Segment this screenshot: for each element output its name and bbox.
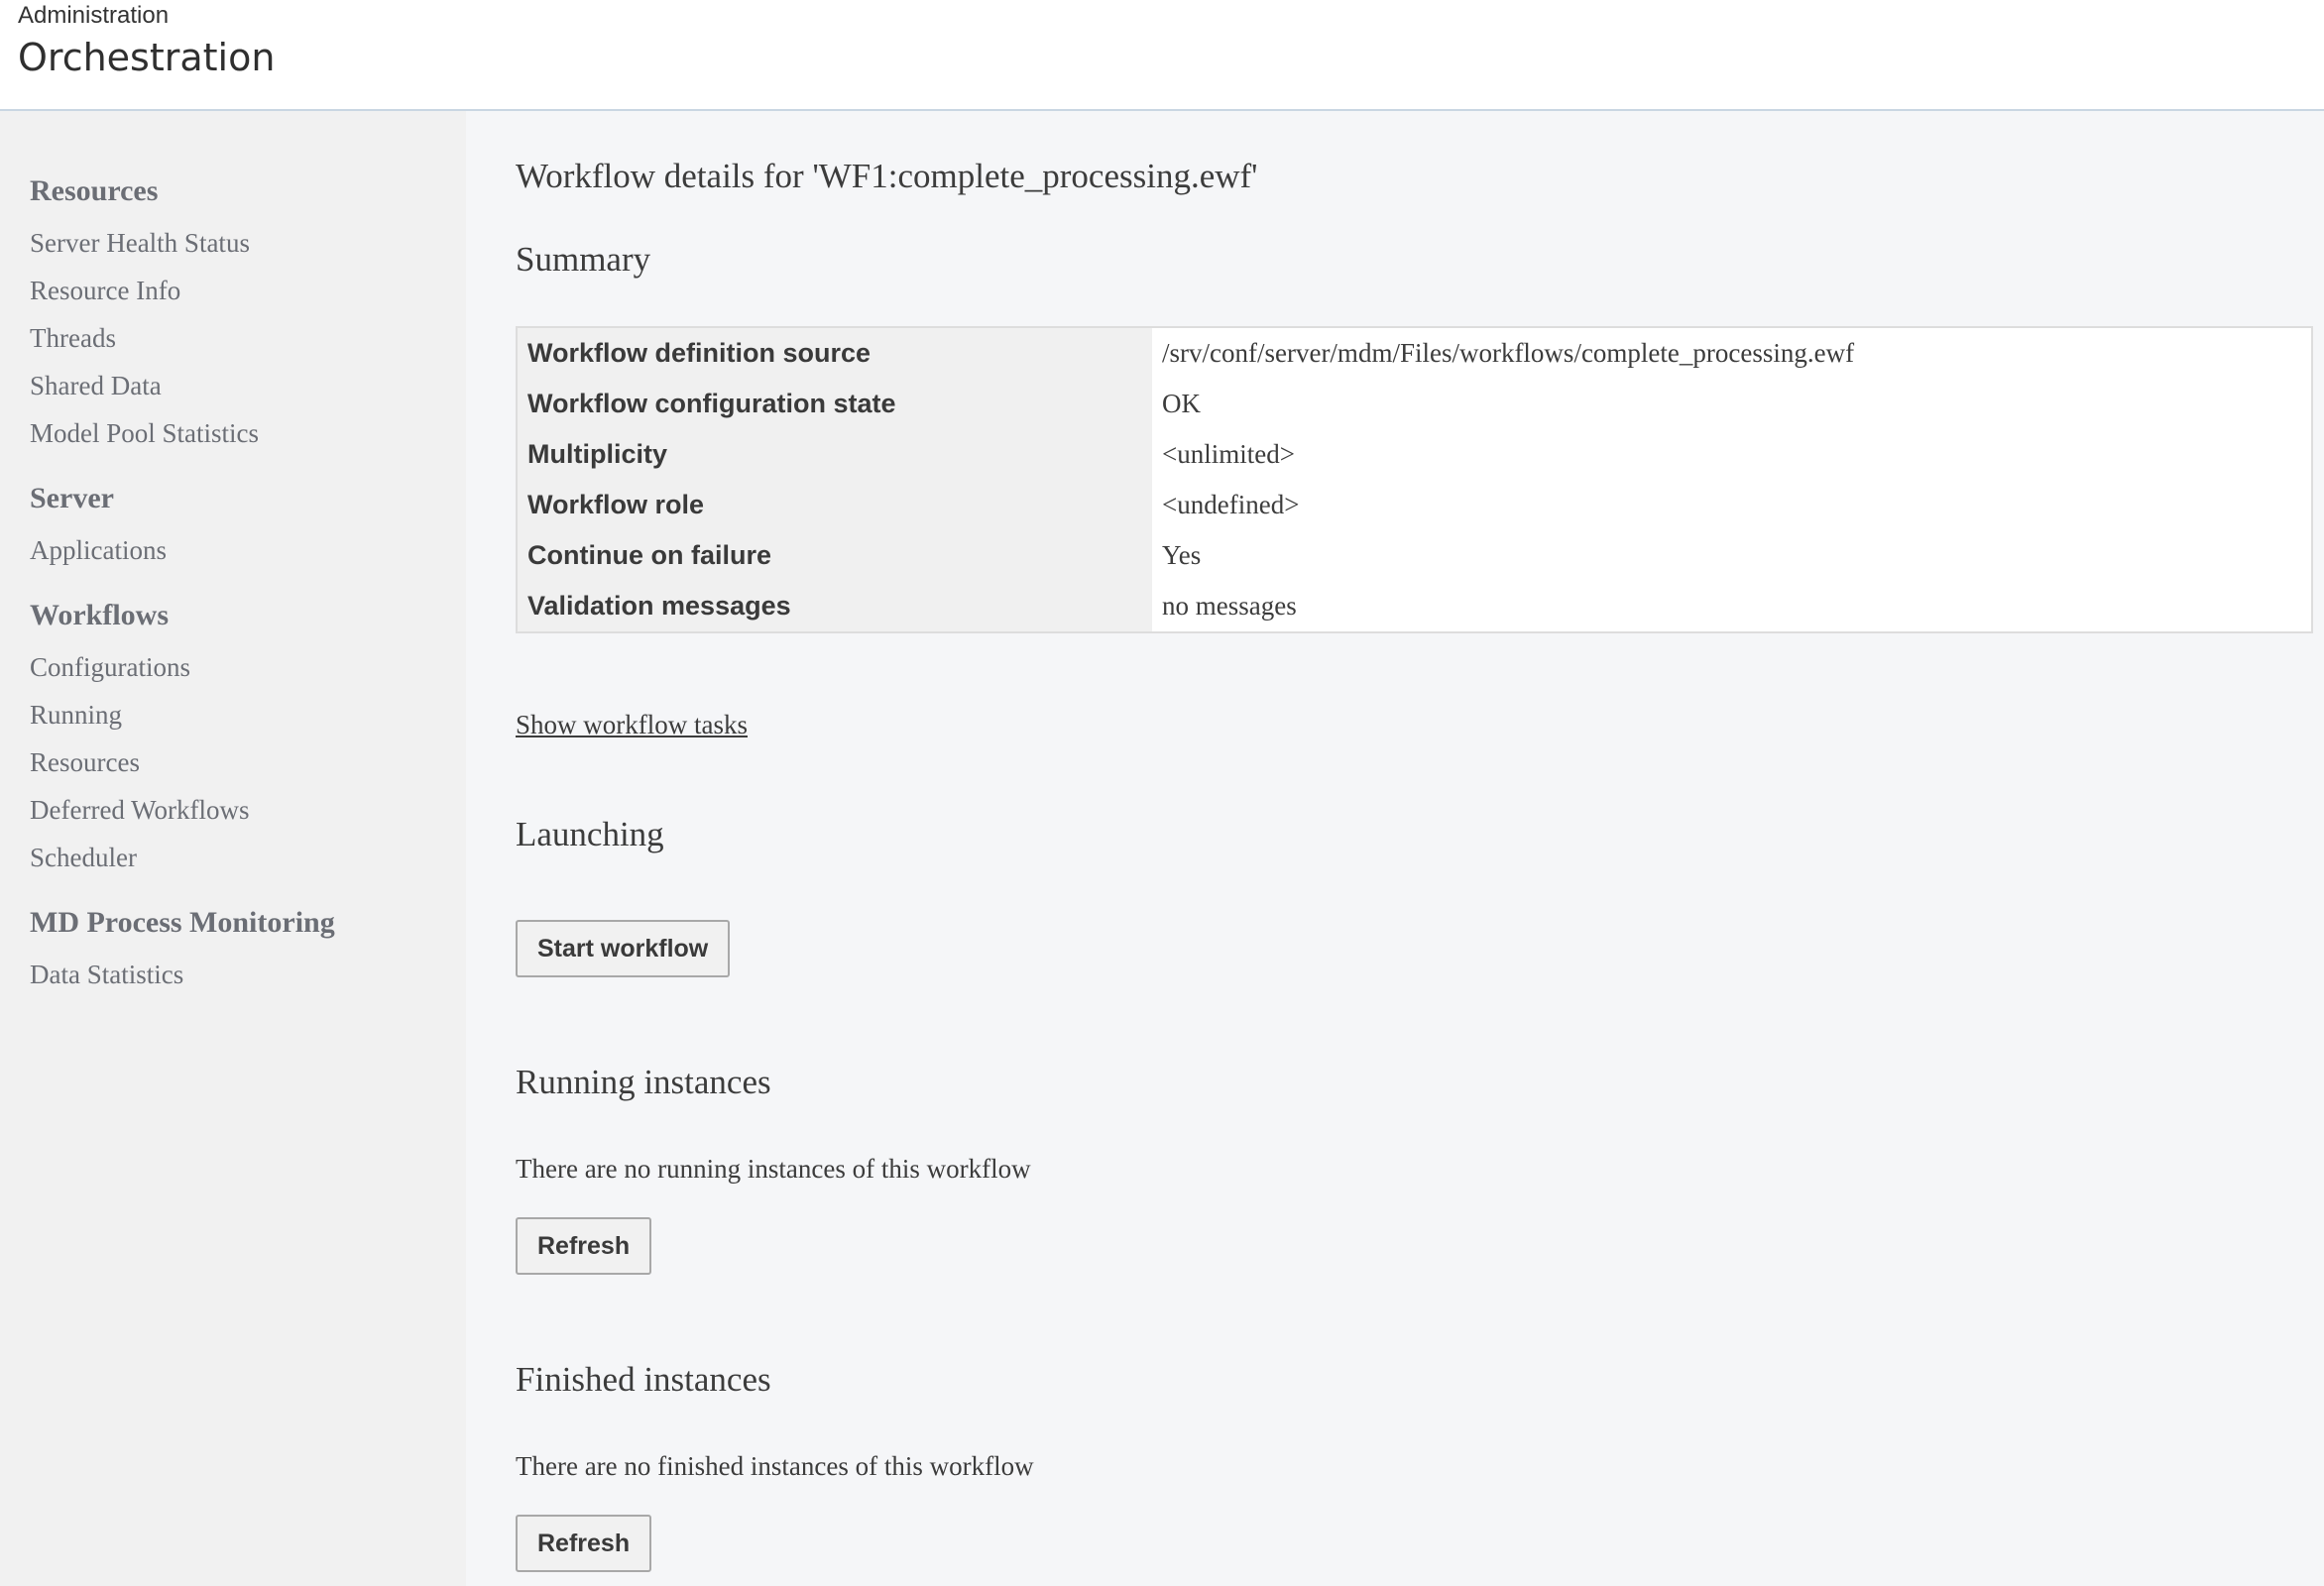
refresh-running-button[interactable]: Refresh <box>516 1217 651 1275</box>
summary-value: /srv/conf/server/mdm/Files/workflows/complete_processing.ewf <box>1152 327 2312 379</box>
table-row <box>517 480 2312 530</box>
show-workflow-tasks-link[interactable]: Show workflow tasks <box>516 710 748 739</box>
summary-key: Validation messages <box>517 581 1152 632</box>
summary-key: Workflow role <box>517 480 1152 530</box>
summary-table <box>516 326 2313 633</box>
summary-key: Workflow definition source <box>517 327 1152 379</box>
refresh-finished-button[interactable]: Refresh <box>516 1515 651 1572</box>
summary-value: no messages <box>1152 581 2312 632</box>
finished-instances-message: There are no finished instances of this workflow <box>516 1451 1034 1481</box>
summary-key: Workflow configuration state <box>517 379 1152 429</box>
finished-instances-heading: Finished instances <box>516 1360 771 1399</box>
sidebar-item-applications[interactable]: Applications <box>30 535 167 565</box>
running-instances-message: There are no running instances of this workflow <box>516 1154 1031 1184</box>
start-workflow-button[interactable]: Start workflow <box>516 920 730 977</box>
sidebar-item-deferred-workflows[interactable]: Deferred Workflows <box>30 795 250 825</box>
main-content <box>466 111 2324 1586</box>
sidebar-item-workflow-resources[interactable]: Resources <box>30 747 140 777</box>
table-row <box>517 327 2312 379</box>
summary-value: <undefined> <box>1152 480 2312 530</box>
sidebar-item-scheduler[interactable]: Scheduler <box>30 843 137 872</box>
sidebar-item-server-health-status[interactable]: Server Health Status <box>30 228 250 258</box>
sidebar-item-running[interactable]: Running <box>30 700 123 730</box>
summary-value: Yes <box>1152 530 2312 581</box>
workflow-details-title: Workflow details for 'WF1:complete_processing.ewf' <box>516 157 1258 195</box>
sidebar-item-configurations[interactable]: Configurations <box>30 652 190 682</box>
summary-value: OK <box>1152 379 2312 429</box>
sidebar-group-md-process-monitoring: MD Process Monitoring <box>30 906 335 939</box>
summary-key: Multiplicity <box>517 429 1152 480</box>
sidebar-group-resources: Resources <box>30 174 159 207</box>
sidebar-group-workflows: Workflows <box>30 599 170 631</box>
table-row <box>517 530 2312 581</box>
running-instances-heading: Running instances <box>516 1063 771 1101</box>
summary-heading: Summary <box>516 240 651 279</box>
table-row <box>517 429 2312 480</box>
sidebar-item-data-statistics[interactable]: Data Statistics <box>30 960 184 989</box>
table-row <box>517 379 2312 429</box>
sidebar-item-resource-info[interactable]: Resource Info <box>30 276 181 305</box>
sidebar-item-model-pool-statistics[interactable]: Model Pool Statistics <box>30 418 260 448</box>
summary-value: <unlimited> <box>1152 429 2312 480</box>
table-row <box>517 581 2312 632</box>
summary-key: Continue on failure <box>517 530 1152 581</box>
sidebar-item-threads[interactable]: Threads <box>30 323 116 353</box>
sidebar <box>0 111 466 1586</box>
header-overline: Administration <box>18 2 170 29</box>
page-title: Orchestration <box>18 36 276 79</box>
app-header <box>0 0 2324 111</box>
launching-heading: Launching <box>516 815 664 853</box>
sidebar-group-server: Server <box>30 482 114 514</box>
sidebar-item-shared-data[interactable]: Shared Data <box>30 371 162 400</box>
